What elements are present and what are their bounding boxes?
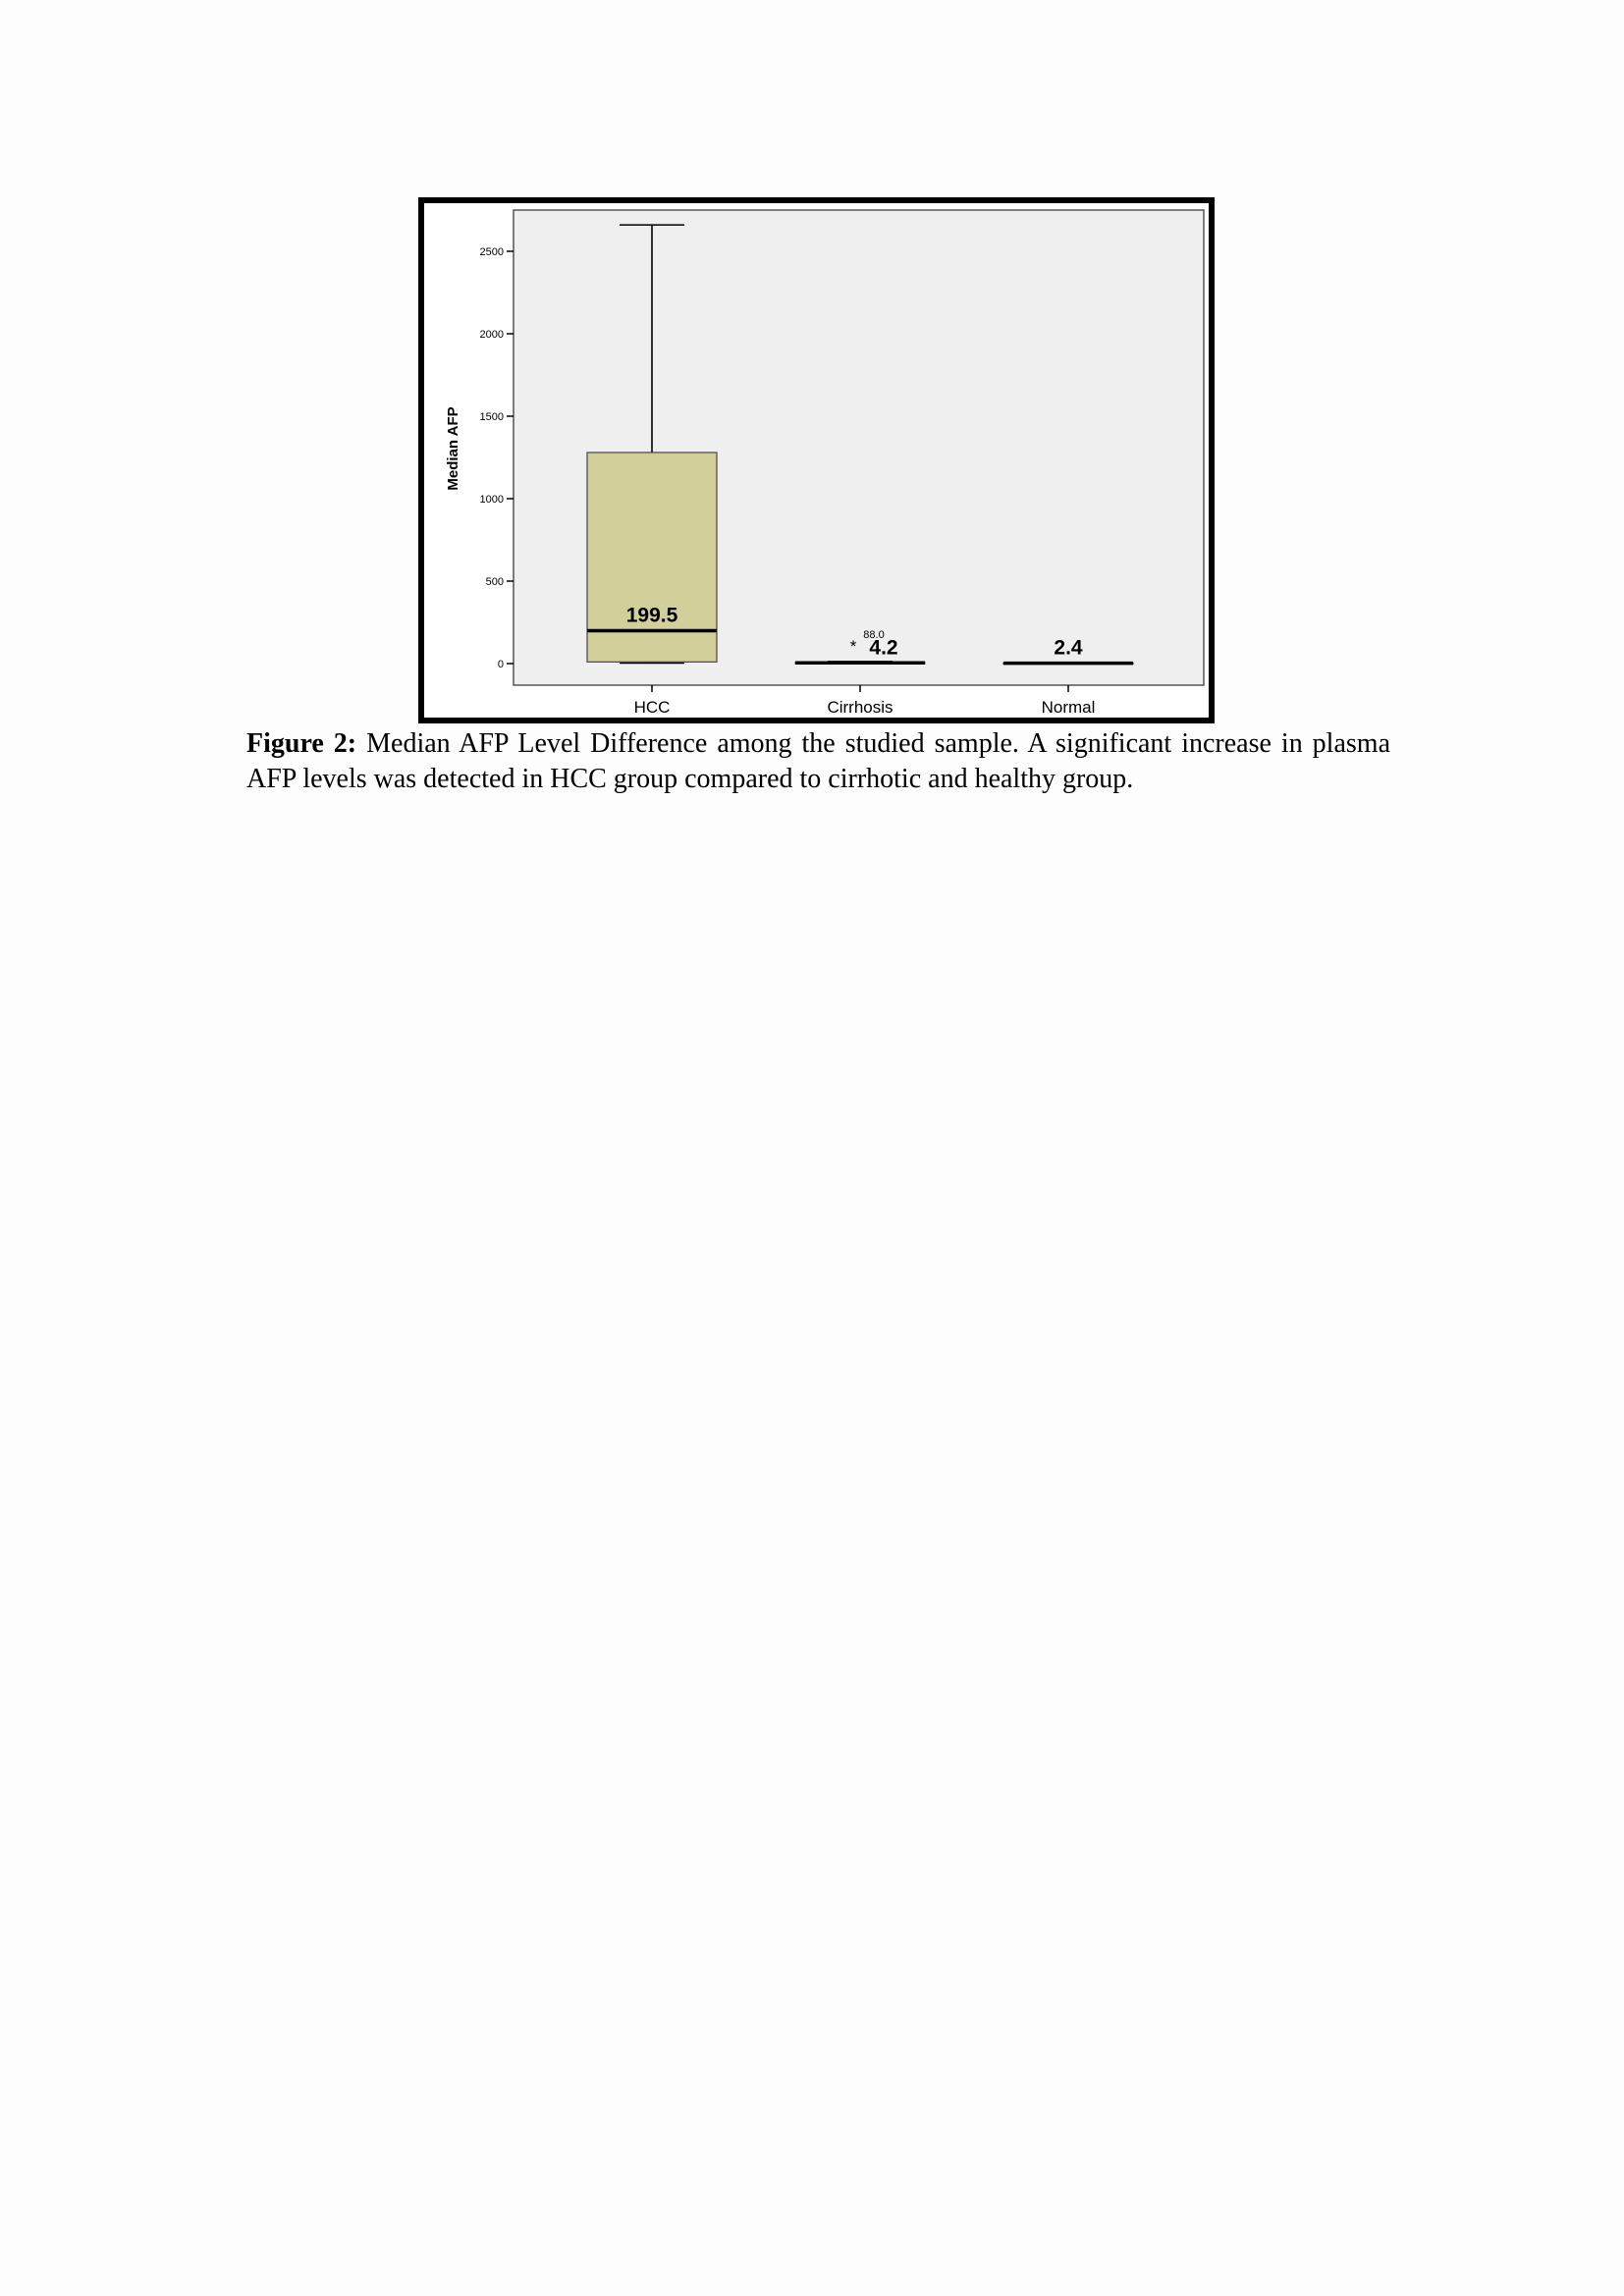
figure-label: Figure 2: [246,728,357,759]
outlier-label: 88.0 [863,628,885,641]
median-label: 4.2 [869,636,898,660]
median-label: 199.5 [625,604,678,627]
figure-caption [246,726,1390,797]
median-label: 2.4 [1054,636,1083,660]
y-tick-label: 2000 [479,329,504,341]
box-plot-chart [0,0,1624,746]
caption-text: Median AFP Level Difference among the studied sample. A significant increase in plasma AFP levels was detected in HCC group compared to cirrhotic and healthy group. [246,728,1390,794]
x-tick-label: Cirrhosis [827,698,893,717]
x-tick-label: HCC [633,698,671,717]
y-axis-label: Median AFP [445,406,461,491]
x-tick-label: Normal [1041,698,1096,717]
outlier-marker: * [849,636,857,656]
y-tick-label: 0 [497,659,504,670]
y-tick-label: 500 [485,576,504,588]
y-tick-label: 2500 [479,246,504,258]
y-tick-label: 1500 [479,411,504,423]
y-tick-label: 1000 [479,494,504,506]
